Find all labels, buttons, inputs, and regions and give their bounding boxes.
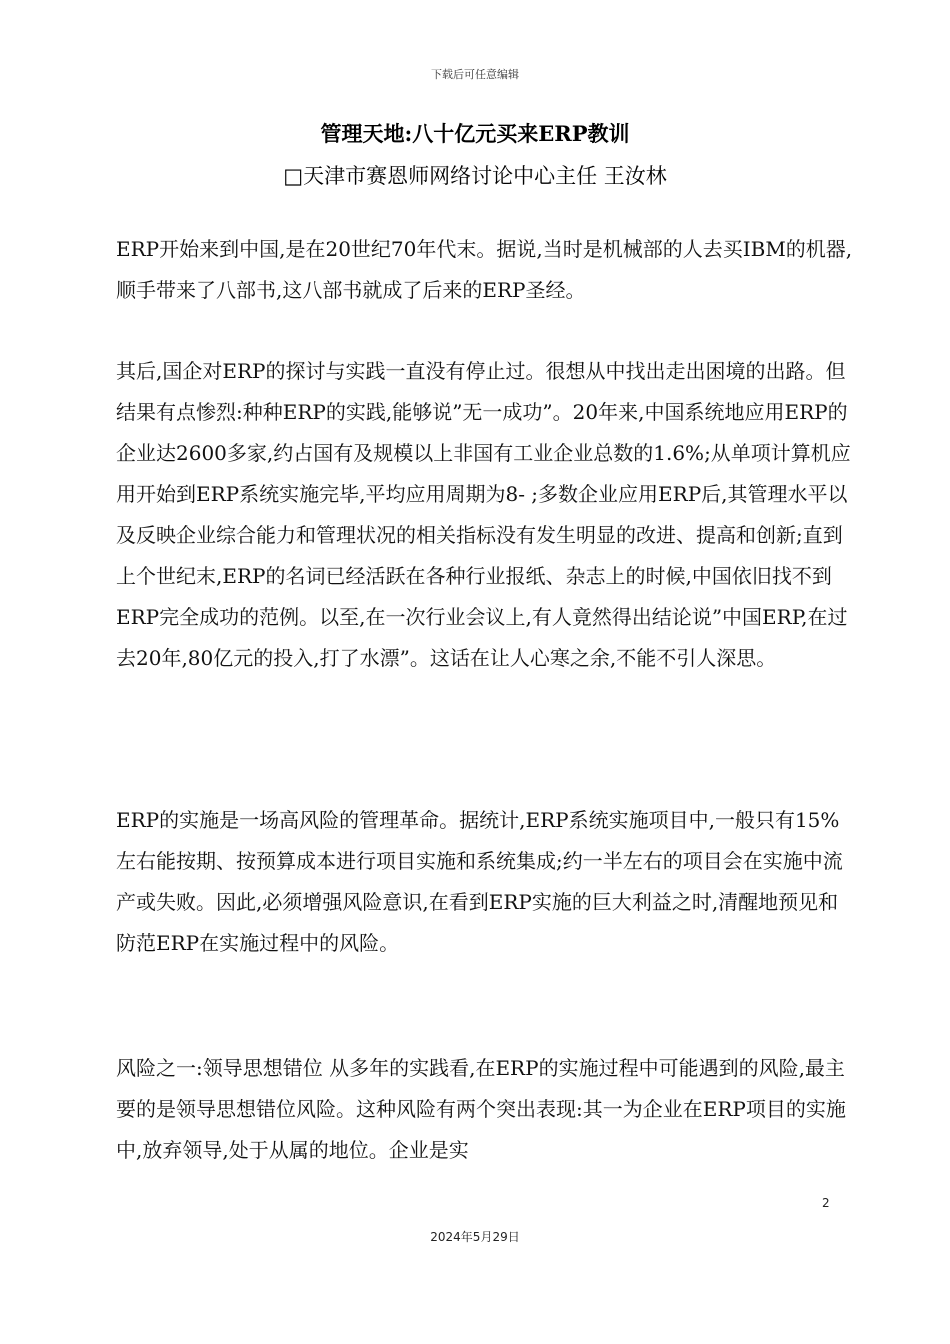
page-number: 2 [822, 1196, 830, 1210]
paragraph-2: 其后,国企对ERP的探讨与实践一直没有停止过。很想从中找出走出困境的出路。但结果有点惨烈:种种ERP的实践,能够说”无一成功”。20年来,中国系统地应用ERP的企业达2600多家,约占国有及规模以上非国有工业企业总数的1.6%;从单项计算机应用开始到ERP系统实施完毕,平均应用周期为8- ;多数企业应用ERP后,其管理水平以及反映企业综合能力和管理状况的相关指标没有发生明显的改进、提高和创新;直到上个世纪末,ERP的名词已经活跃在各种行业报纸、杂志上的时候,中国依旧找不到ERP完全成功的范例。以至,在一次行业会议上,有人竟然得出结论说”中国ERP,在过去20年,80亿元的投入,打了水漂”。这话在让人心寒之余,不能不引人深思。 [116, 359, 851, 670]
footer-date: 2024年5月29日 [430, 1230, 520, 1244]
paragraph-4: 风险之一:领导思想错位 从多年的实践看,在ERP的实施过程中可能遇到的风险,最主要的是领导思想错位风险。这种风险有两个突出表现:其一为企业在ERP项目的实施中,放弃领导,处于从属的地位。企业是实 [116, 1056, 846, 1162]
paragraph-1: ERP开始来到中国,是在20世纪70年代末。据说,当时是机械部的人去买IBM的机器,顺手带来了八部书,这八部书就成了后来的ERP圣经。 [116, 237, 853, 302]
document-subtitle: □天津市赛恩师网络讨论中心主任 王汝林 [283, 164, 667, 188]
document-title: 管理天地:八十亿元买来ERP教训 [320, 121, 630, 146]
paragraph-3: ERP的实施是一场高风险的管理革命。据统计,ERP系统实施项目中,一般只有15%左右能按期、按预算成本进行项目实施和系统集成;约一半左右的项目会在实施中流产或失败。因此,必须增强风险意识,在看到ERP实施的巨大利益之时,清醒地预见和防范ERP在实施过程中的风险。 [116, 808, 843, 955]
header-note: 下载后可任意编辑 [431, 68, 519, 81]
